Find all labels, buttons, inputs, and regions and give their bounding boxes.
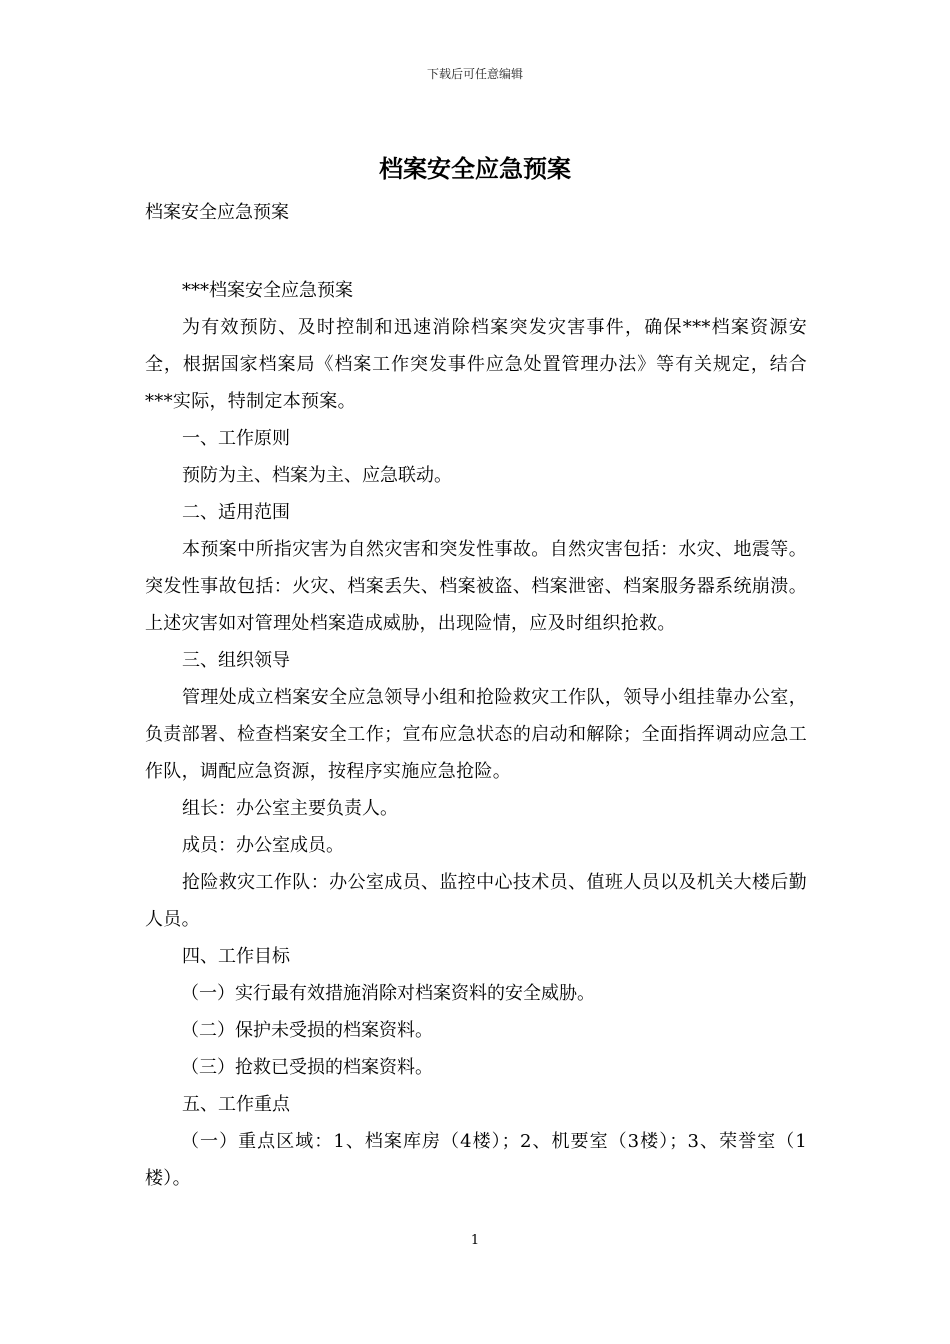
goal-item-3: （三）抢救已受损的档案资料。 — [181, 1057, 433, 1078]
section-heading-principles: 一、工作原则 — [182, 428, 290, 449]
rescue-team-line: 抢险救灾工作队：办公室成员、监控中心技术员、值班人员以及机关大楼后勤人员。 — [145, 872, 807, 930]
document-body — [145, 272, 807, 1197]
section-heading-scope: 二、适用范围 — [182, 502, 290, 523]
plan-heading: ***档案安全应急预案 — [182, 280, 353, 301]
focus-item-1: （一）重点区域：1、档案库房（4楼）；2、机要室（3楼）；3、荣誉室（1楼）。 — [145, 1131, 807, 1189]
leader-line: 组长：办公室主要负责人。 — [182, 798, 398, 819]
section-heading-goals: 四、工作目标 — [182, 946, 290, 967]
document-title: 档案安全应急预案 — [379, 154, 571, 183]
intro-paragraph: 为有效预防、及时控制和迅速消除档案突发灾害事件，确保***档案资源安全，根据国家档案局《档案工作突发事件应急处置管理办法》等有关规定，结合***实际，特制定本预案。 — [145, 317, 807, 412]
leadership-text: 管理处成立档案安全应急领导小组和抢险救灾工作队，领导小组挂靠办公室，负责部署、检查档案安全工作；宣布应急状态的启动和解除；全面指挥调动应急工作队，调配应急资源，按程序实施应急抢险。 — [145, 687, 807, 782]
page-number: 1 — [470, 1233, 480, 1248]
goal-item-2: （二）保护未受损的档案资料。 — [181, 1020, 433, 1041]
scope-text: 本预案中所指灾害为自然灾害和突发性事故。自然灾害包括：水灾、地震等。突发性事故包括：火灾、档案丢失、档案被盗、档案泄密、档案服务器系统崩溃。上述灾害如对管理处档案造成威胁，出现险情，应及时组织抢救。 — [145, 539, 807, 634]
members-line: 成员：办公室成员。 — [182, 835, 344, 856]
document-subtitle: 档案安全应急预案 — [145, 202, 289, 223]
section-heading-leadership: 三、组织领导 — [182, 650, 290, 671]
download-note: 下载后可任意编辑 — [426, 67, 523, 81]
section-heading-focus: 五、工作重点 — [182, 1094, 290, 1115]
goal-item-1: （一）实行最有效措施消除对档案资料的安全威胁。 — [181, 983, 595, 1004]
principles-text: 预防为主、档案为主、应急联动。 — [182, 465, 452, 486]
